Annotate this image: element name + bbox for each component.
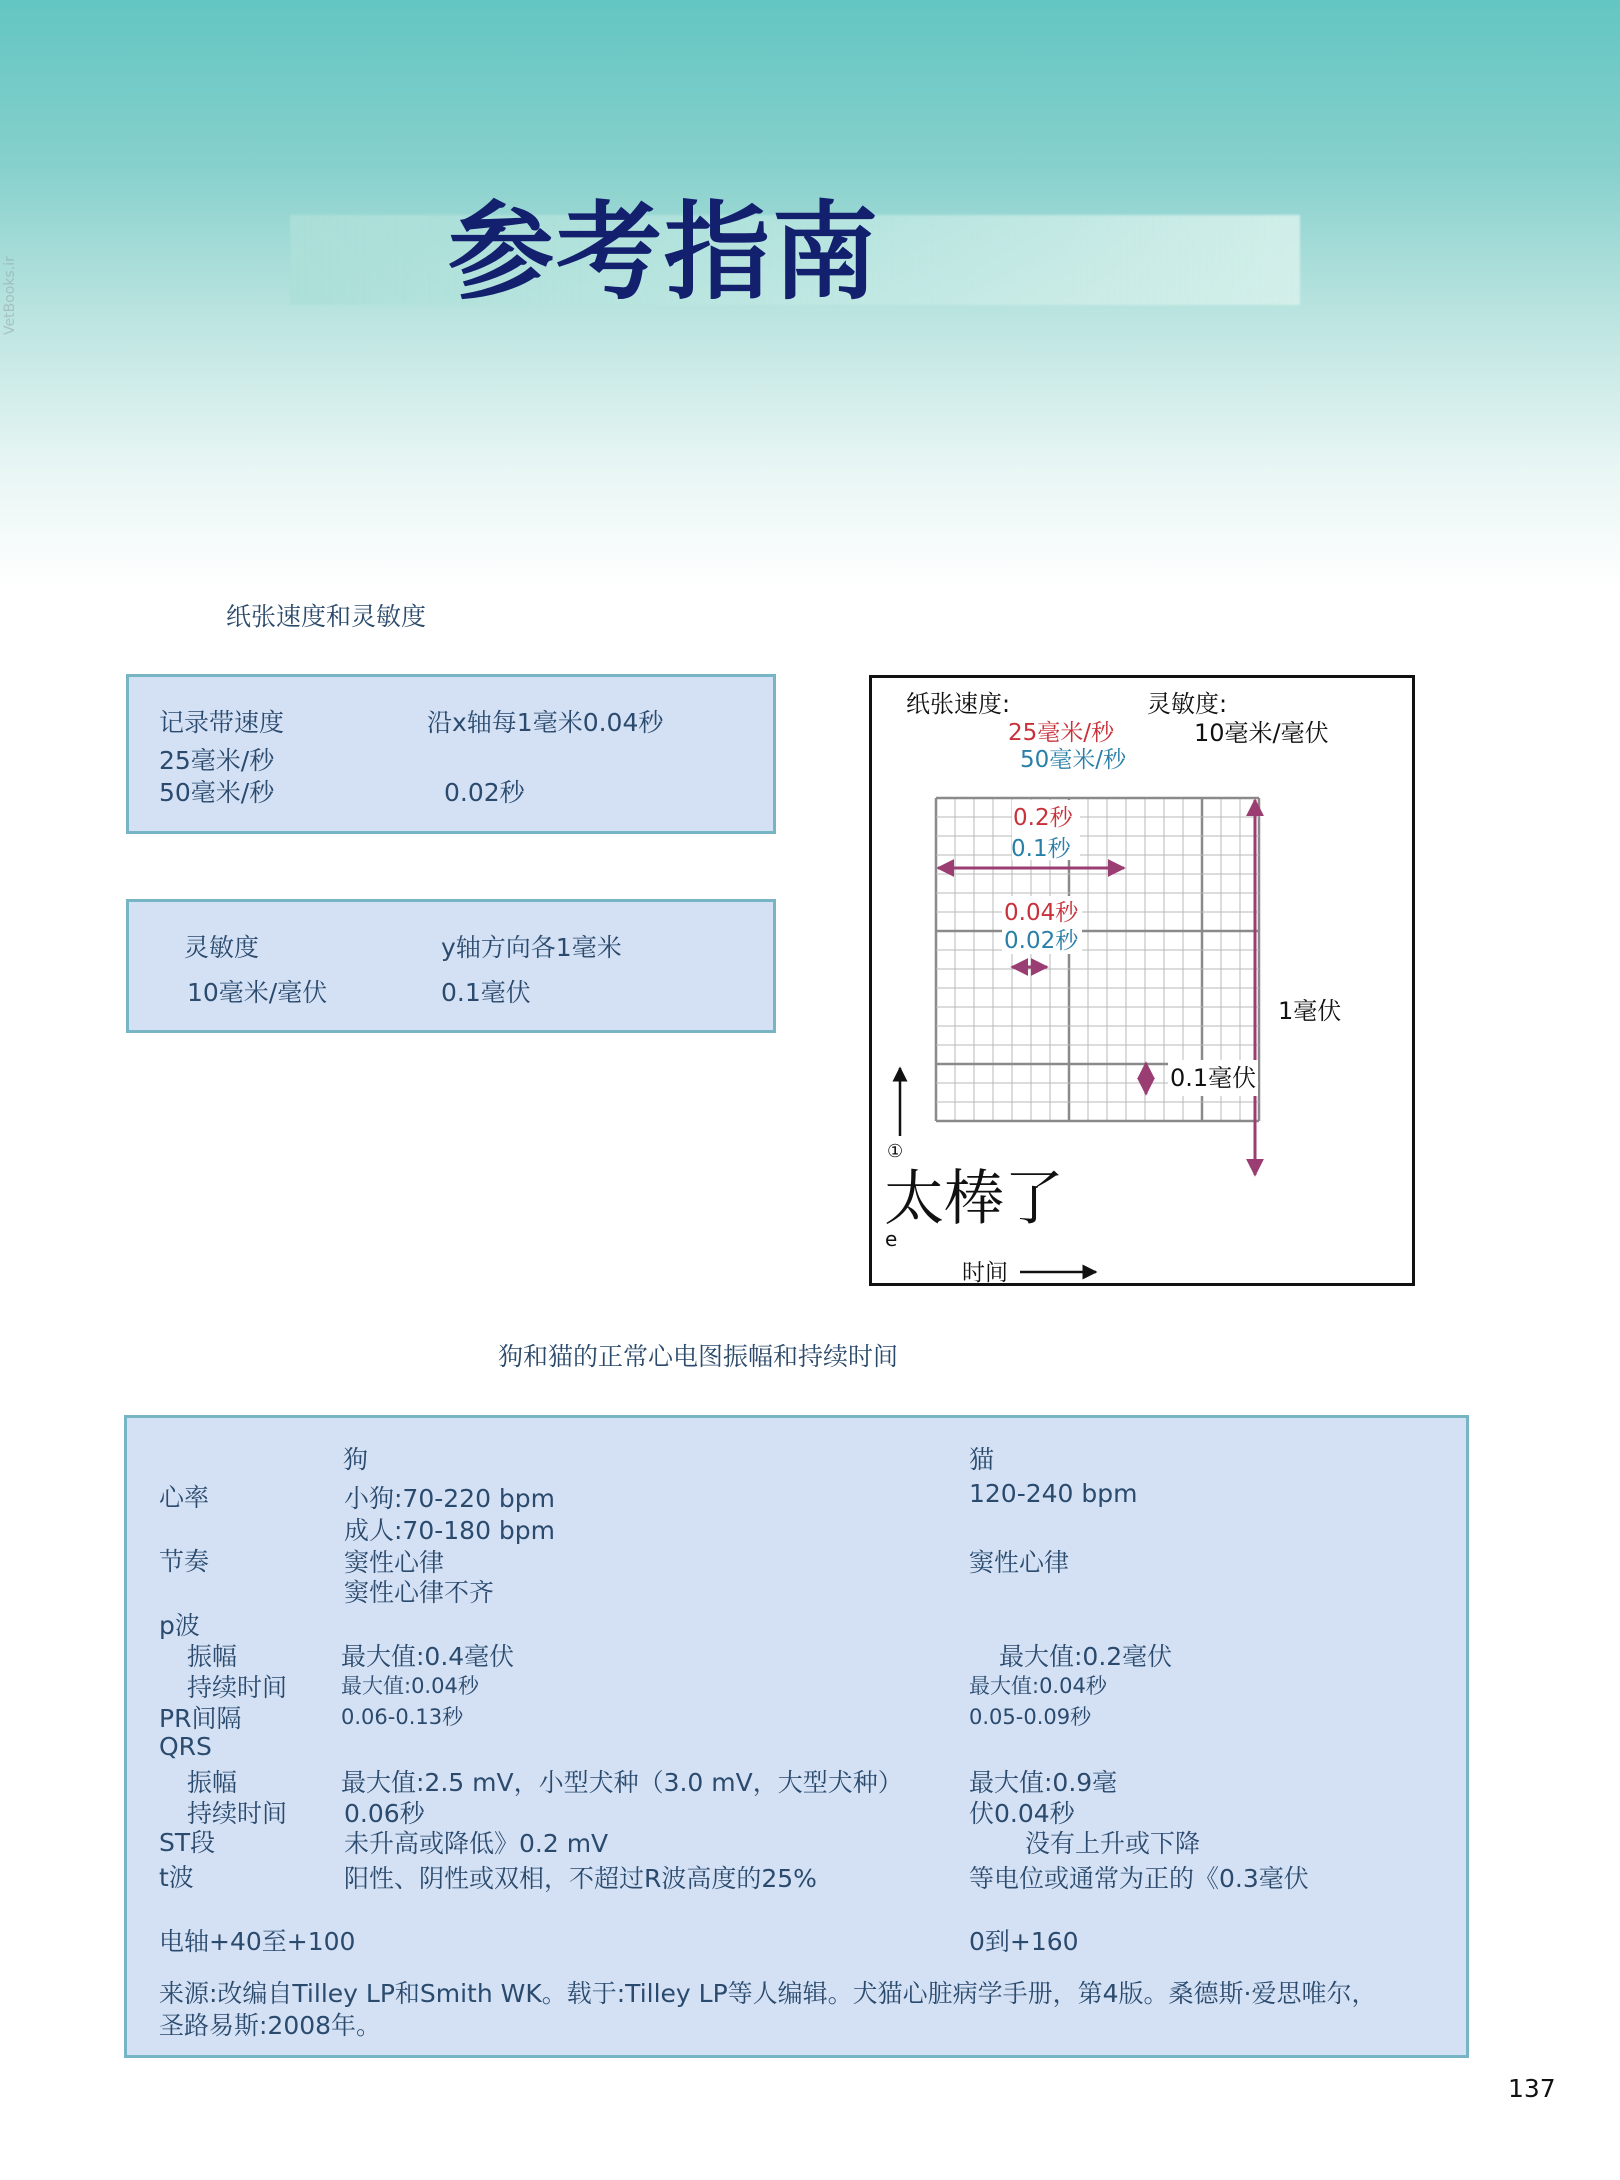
row-heart-rate-label: 心率 — [159, 1483, 210, 1512]
sensitivity-row-label: 10毫米/毫伏 — [187, 978, 328, 1007]
interval-large-red: 0.2秒 — [1013, 805, 1073, 831]
row-pr-interval-dog: 0.06-0.13秒 — [341, 1705, 464, 1729]
row-p-wave-label: p波 — [159, 1611, 200, 1640]
sensitivity-box — [126, 899, 776, 1033]
row-rhythm-label: 节奏 — [159, 1547, 210, 1576]
row-st-segment-label: ST段 — [159, 1828, 216, 1857]
row-p-amplitude-cat: 最大值:0.2毫伏 — [999, 1642, 1173, 1671]
speed-50-label: 50毫米/秒 — [1020, 747, 1127, 773]
sensitivity-diagram-value: 10毫米/毫伏 — [1194, 719, 1329, 747]
watermark: VetBooks.ir — [2, 256, 18, 335]
overlay-text: 太棒了 — [884, 1164, 1064, 1234]
sensitivity-label: 灵敏度 — [184, 933, 260, 962]
row-rhythm-dog: 窦性心律 — [344, 1548, 445, 1577]
speed-box — [126, 674, 776, 834]
y-axis-glyph-2: e — [885, 1227, 898, 1251]
page-number: 137 — [1508, 2074, 1556, 2103]
row-p-duration-cat: 最大值:0.04秒 — [969, 1674, 1107, 1698]
sensitivity-row-value: 0.1毫伏 — [441, 978, 531, 1007]
row-heart-rate-cat: 120-240 bpm — [969, 1479, 1138, 1508]
speed-row2-value: 0.02秒 — [444, 778, 525, 807]
row-p-amplitude-dog: 最大值:0.4毫伏 — [341, 1642, 515, 1671]
row-qrs-amplitude-dog: 最大值:2.5 mV，小型犬种（3.0 mV，大型犬种） — [341, 1768, 903, 1797]
col-header-cat: 猫 — [969, 1445, 995, 1474]
row-qrs-label: QRS — [159, 1732, 212, 1761]
row-qrs-amplitude-label: 振幅 — [187, 1768, 238, 1797]
row-st-segment-dog: 未升高或降低》0.2 mV — [344, 1829, 609, 1858]
row-axis-label: 电轴+40至+100 — [159, 1927, 356, 1956]
row-axis-cat: 0到+160 — [969, 1927, 1079, 1956]
row-p-amplitude-label: 振幅 — [187, 1642, 238, 1671]
row-qrs-amplitude-cat: 最大值:0.9毫 — [969, 1768, 1118, 1797]
speed-label: 记录带速度 — [159, 708, 285, 737]
row-rhythm-cat: 窦性心律 — [969, 1548, 1070, 1577]
row-qrs-duration-dog: 0.06秒 — [344, 1799, 425, 1828]
ecg-diagram-svg — [872, 678, 1418, 1289]
sensitivity-diagram-label: 灵敏度: — [1147, 690, 1228, 718]
page-title: 参考指南 — [448, 191, 880, 314]
one-mv-label: 1毫伏 — [1278, 997, 1342, 1025]
row-t-wave-dog: 阳性、阴性或双相，不超过R波高度的25% — [344, 1864, 817, 1893]
row-t-wave-label: t波 — [159, 1863, 194, 1892]
normal-ecg-table — [124, 1415, 1469, 2058]
sensitivity-value-header: y轴方向各1毫米 — [441, 933, 622, 962]
row-pr-interval-cat: 0.05-0.09秒 — [969, 1705, 1092, 1729]
row-qrs-duration-label: 持续时间 — [187, 1799, 288, 1828]
speed-row2-label: 50毫米/秒 — [159, 778, 275, 807]
paper-speed-label: 纸张速度: — [906, 690, 1011, 718]
ecg-paper-diagram — [869, 675, 1415, 1286]
interval-small-blue: 0.02秒 — [1004, 928, 1079, 954]
row-heart-rate-dog: 小狗:70-220 bpm — [344, 1484, 556, 1513]
row-qrs-duration-cat: 伏0.04秒 — [969, 1799, 1075, 1828]
row-heart-rate-dog-2: 成人:70-180 bpm — [344, 1516, 556, 1545]
normal-ecg-heading: 狗和猫的正常心电图振幅和持续时间 — [498, 1342, 899, 1371]
source-note-line-2: 圣路易斯:2008年。 — [159, 2011, 382, 2040]
interval-small-red: 0.04秒 — [1004, 900, 1079, 926]
row-st-segment-cat: 没有上升或下降 — [1025, 1829, 1201, 1858]
col-header-dog: 狗 — [343, 1445, 369, 1474]
row-pr-interval-label: PR间隔 — [159, 1704, 242, 1733]
paper-speed-heading: 纸张速度和灵敏度 — [226, 602, 427, 631]
x-axis-label: 时间 — [962, 1260, 1008, 1286]
y-axis-glyph-1: ① — [887, 1141, 904, 1162]
row-t-wave-cat: 等电位或通常为正的《0.3毫伏 — [969, 1864, 1309, 1893]
source-note-line-1: 来源:改编自Tilley LP和Smith WK。载于:Tilley LP等人编辑。犬猫心脏病学手册，第4版。桑德斯·爱思唯尔， — [159, 1979, 1377, 2008]
speed-value-header: 沿x轴每1毫米0.04秒 — [427, 708, 664, 737]
point-one-mv-label: 0.1毫伏 — [1170, 1064, 1257, 1092]
speed-25-label: 25毫米/秒 — [1008, 720, 1115, 746]
speed-row1-label: 25毫米/秒 — [159, 746, 275, 775]
row-rhythm-dog-2: 窦性心律不齐 — [344, 1578, 495, 1607]
interval-large-blue: 0.1秒 — [1011, 836, 1071, 862]
row-p-duration-dog: 最大值:0.04秒 — [341, 1674, 479, 1698]
row-p-duration-label: 持续时间 — [187, 1673, 288, 1702]
